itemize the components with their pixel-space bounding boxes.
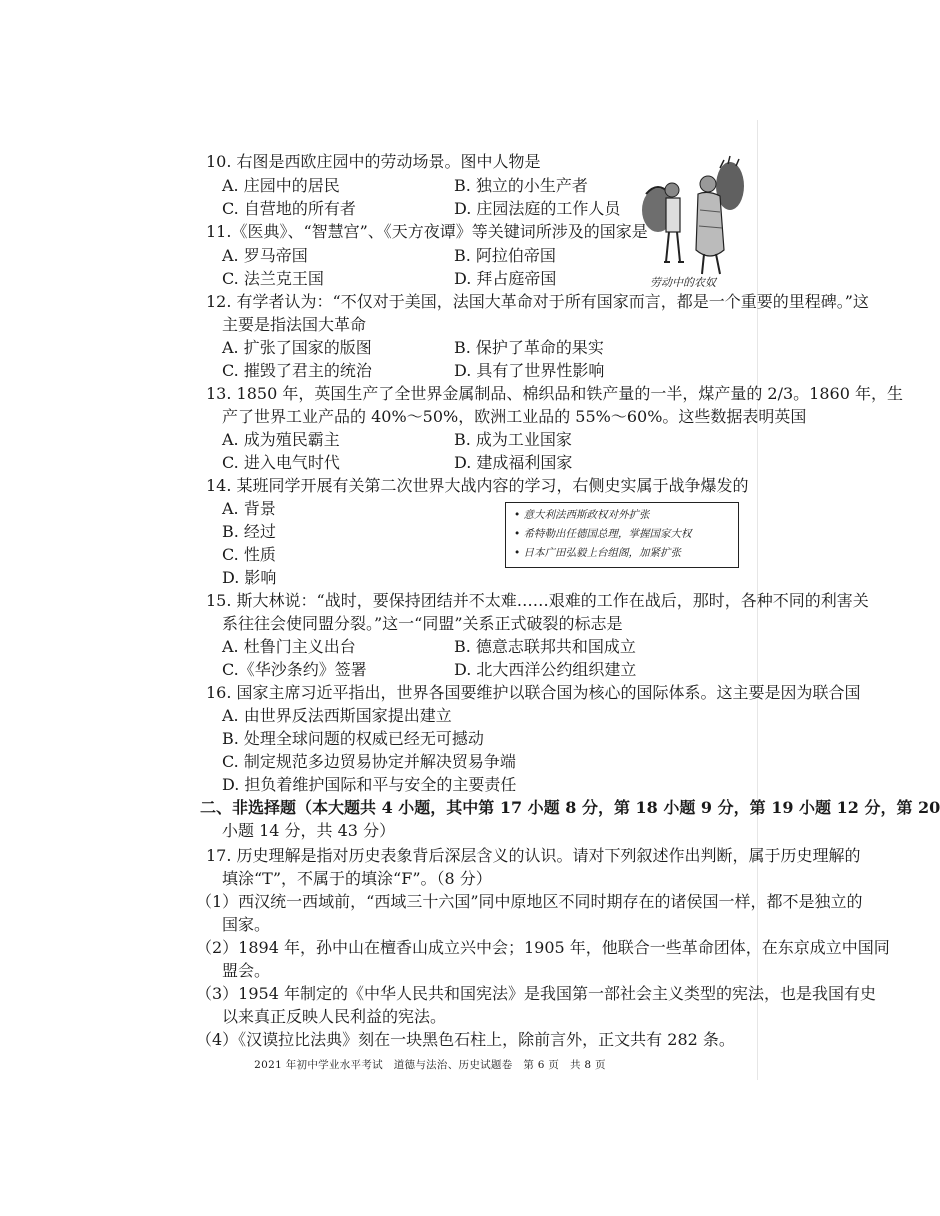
q16-option-d: D. 担负着维护国际和平与安全的主要责任 <box>222 775 517 794</box>
q13-option-d: D. 建成福利国家 <box>454 453 573 472</box>
q13-option-a: A. 成为殖民霸主 <box>222 430 340 449</box>
q10-option-d: D. 庄园法庭的工作人员 <box>454 199 621 218</box>
q14-fact: • 日本广田弘毅上台组阁，加紧扩张 <box>514 547 682 559</box>
q14-option-c: C. 性质 <box>222 545 276 564</box>
q15-option-c: C.《华沙条约》签署 <box>222 660 367 679</box>
q12-option-a: A. 扩张了国家的版图 <box>222 338 372 357</box>
q16-option-c: C. 制定规范多边贸易协定并解决贸易争端 <box>222 752 516 771</box>
section-two-heading-cont: 小题 14 分，共 43 分） <box>222 821 396 840</box>
q13-option-b: B. 成为工业国家 <box>454 430 572 449</box>
q13-stem-2: 产了世界工业产品的 40%～50%，欧洲工业品的 55%～60%。这些数据表明英国 <box>222 407 807 426</box>
q17-statement-4: （4）《汉谟拉比法典》刻在一块黑色石柱上，除前言外，正文共有 282 条。 <box>196 1030 735 1049</box>
q14-facts-box <box>505 502 739 568</box>
q17-statement-1-cont: 国家。 <box>222 915 271 934</box>
q16-option-b: B. 处理全球问题的权威已经无可撼动 <box>222 729 484 748</box>
q15-stem-1: 15. 斯大林说：“战时，要保持团结并不太难……艰难的工作在战后，那时，各种不同的利害关 <box>206 591 869 610</box>
q14-option-d: D. 影响 <box>222 568 277 587</box>
q11-option-a: A. 罗马帝国 <box>222 246 308 265</box>
q12-stem-2: 主要是指法国大革命 <box>222 315 367 334</box>
q14-fact: • 意大利法西斯政权对外扩张 <box>514 509 650 521</box>
q14-stem: 14. 某班同学开展有关第二次世界大战内容的学习，右侧史实属于战争爆发的 <box>206 476 749 495</box>
q17-statement-3-cont: 以来真正反映人民利益的宪法。 <box>222 1007 447 1026</box>
q11-stem: 11.《医典》、“智慧宫”、《天方夜谭》等关键词所涉及的国家是 <box>206 222 648 241</box>
q17-stem-2: 填涂“T”，不属于的填涂“F”。（8 分） <box>222 869 492 888</box>
q12-option-d: D. 具有了世界性影响 <box>454 361 605 380</box>
q17-statement-2-cont: 盟会。 <box>222 961 271 980</box>
q10-option-b: B. 独立的小生产者 <box>454 176 588 195</box>
q15-option-d: D. 北大西洋公约组织建立 <box>454 660 637 679</box>
q16-option-a: A. 由世界反法西斯国家提出建立 <box>222 706 452 725</box>
q15-option-b: B. 德意志联邦共和国成立 <box>454 637 636 656</box>
q15-stem-2: 系往往会使同盟分裂。”这一“同盟”关系正式破裂的标志是 <box>222 614 623 633</box>
q14-option-a: A. 背景 <box>222 499 276 518</box>
q17-statement-2: （2）1894 年，孙中山在檀香山成立兴中会；1905 年，他联合一些革命团体，在东京成立中国同 <box>196 938 890 957</box>
q15-option-a: A. 杜鲁门主义出台 <box>222 637 356 656</box>
q12-option-c: C. 摧毁了君主的统治 <box>222 361 372 380</box>
q11-option-c: C. 法兰克王国 <box>222 269 324 288</box>
q14-fact: • 希特勒出任德国总理，掌握国家大权 <box>514 528 692 540</box>
q12-option-b: B. 保护了革命的果实 <box>454 338 604 357</box>
q11-option-b: B. 阿拉伯帝国 <box>454 246 556 265</box>
q11-option-d: D. 拜占庭帝国 <box>454 269 557 288</box>
q12-stem-1: 12. 有学者认为：“不仅对于美国，法国大革命对于所有国家而言，都是一个重要的里程碑。”这 <box>206 292 869 311</box>
q17-statement-1: （1）西汉统一西域前，“西域三十六国”同中原地区不同时期存在的诸侯国一样，都不是独立的 <box>196 892 863 911</box>
q17-stem-1: 17. 历史理解是指对历史表象背后深层含义的认识。请对下列叙述作出判断，属于历史理解的 <box>206 846 861 865</box>
page-footer: 2021 年初中学业水平考试 道德与法治、历史试题卷 第 6 页 共 8 页 <box>254 1059 606 1071</box>
q10-option-a: A. 庄园中的居民 <box>222 176 340 195</box>
q10-option-c: C. 自营地的所有者 <box>222 199 356 218</box>
q10-stem: 10. 右图是西欧庄园中的劳动场景。图中人物是 <box>206 152 541 171</box>
section-two-heading: 二、非选择题（本大题共 4 小题，其中第 17 小题 8 分，第 18 小题 9 分，第 19 小题 12 分，第 20 <box>200 798 940 817</box>
q17-statement-3: （3）1954 年制定的《中华人民共和国宪法》是我国第一部社会主义类型的宪法，也是我国有史 <box>196 984 876 1003</box>
q13-stem-1: 13. 1850 年，英国生产了全世界金属制品、棉织品和铁产量的一半，煤产量的 2/3。1860 年，生 <box>206 384 903 403</box>
q13-option-c: C. 进入电气时代 <box>222 453 340 472</box>
q16-stem: 16. 国家主席习近平指出，世界各国要维护以联合国为核心的国际体系。这主要是因为联合国 <box>206 683 861 702</box>
q14-option-b: B. 经过 <box>222 522 276 541</box>
figure-caption: 劳动中的农奴 <box>650 276 716 289</box>
